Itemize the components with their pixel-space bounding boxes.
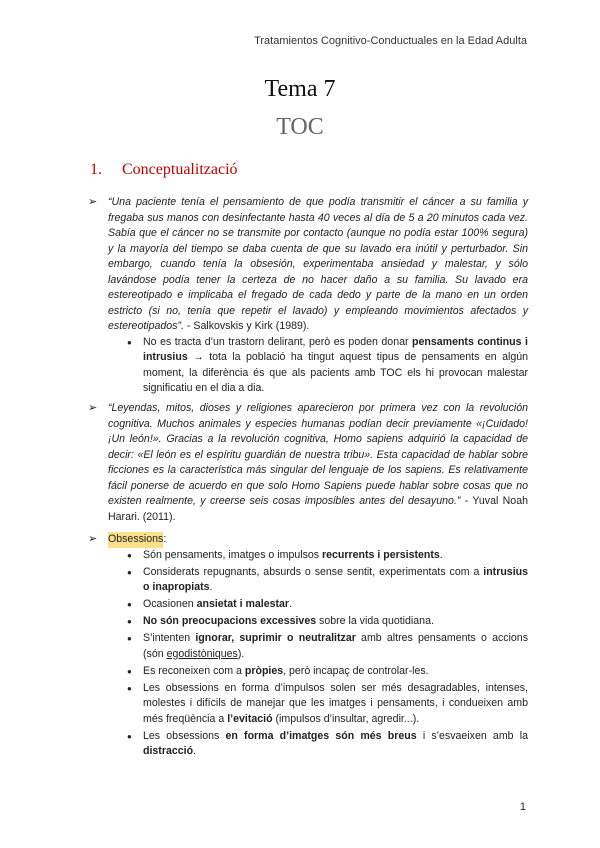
list-item: ● Considerats repugnants, absurds o sense sentit, experimentats com a intrusius o inapropiats. (123, 565, 528, 596)
running-header: Tratamientos Cognitivo-Conductuales en la Edad Adulta (254, 35, 527, 47)
arrow-bullet-icon: ➢ (88, 402, 98, 414)
quote-1-bullets (123, 335, 528, 397)
list-item: ● S’intenten ignorar, suprimir o neutralitzar amb altres pensaments o accions (són egodistòniques). (123, 631, 528, 662)
page-title: Tema 7 (264, 76, 336, 102)
arrow-bullet-icon: ➢ (88, 196, 98, 208)
quote-salkovskis: “Una paciente tenía el pensamiento de que podía transmitir el cáncer a su familia y fregaba sus manos con desinfectante hasta 40 veces al día de 5 a 20 minutos cada vez. Sabía que el cáncer no se transmite por contacto (aunque no podía estar 100% segura) y la mayoría del tiempo se daba cuenta de que su lavado era inútil y perturbador. Sin embargo, cuando tenía la obsesión, experimentaba ansiedad y malestar, y sólo lavándose podía tener la certeza de no hacer daño a su familia. Su lavado era estereotipado e implicaba el fregado de cada dedo y parte de la mano en un orden estricto (si no, tenía que repetir el lavado) y empleando movimientos afectados y estereotipados”. - Salkovskis y Kirk (1989). (108, 196, 528, 332)
quote-block-1 (88, 195, 528, 397)
list-item: ● Les obsessions en forma d’imatges són més breus i s’esvaeixen amb la distracció. (123, 729, 528, 760)
list-item: ● Són pensaments, imatges o impulsos recurrents i persistents. (123, 548, 528, 564)
list-item: ● Es reconeixen com a pròpies, però incapaç de controlar-les. (123, 664, 528, 680)
obsessions-block (88, 532, 528, 761)
list-item: ● No es tracta d’un trastorn delirant, però es poden donar pensaments continus i intrusius → tota la població ha tingut aquest tipus de pensaments en algún moment, la diferència és que als pacients amb TOC els hi provocan malestar significatiu en el dia a dia. (123, 335, 528, 397)
obsessions-heading: Obsessions: (88, 532, 528, 548)
page-number: 1 (519, 801, 526, 813)
list-item: ● Les obsessions en forma d’impulsos solen ser més desagradables, intenses, molestes i difícils de manejar que les imatges i pensaments, i condueixen amb més freqüència a l’evitació (impulsos d’insultar, agredir...). (123, 681, 528, 728)
obsessions-title: Obsessions (108, 532, 163, 548)
page-subtitle: TOC (276, 114, 324, 140)
quote-harari: “Leyendas, mitos, dioses y religiones aparecieron por primera vez con la revolución cognitiva. Muchos animales y especies humanas podían decir previamente «¡Cuidado! ¡Un león!». Gracias a la revolución cognitiva, Homo sapiens adquirió la capacidad de decir: «El león es el espíritu guardián de nuestra tribu». Esta capacidad de hablar sobre ficciones es la característica más singular del lenguaje de los sapiens. Es relativamente fácil ponerse de acuerdo en que solo Homo Sapiens puede hablar sobre cosas que no existen realmente, y creerse seis cosas imposibles antes del desayuno.” - Yuval Noah Harari. (2011). (108, 402, 528, 523)
list-item: ● No són preocupacions excessives sobre la vida quotidiana. (123, 614, 528, 630)
quote-citation: - Yuval Noah Harari. (2011). (108, 495, 528, 523)
section-heading (90, 161, 238, 179)
list-item: ● Ocasionen ansietat i malestar. (123, 597, 528, 613)
section-number: 1. (90, 161, 102, 178)
quote-block-2 (88, 401, 528, 525)
obsessions-list (123, 548, 528, 760)
quote-citation: - Salkovskis y Kirk (1989). (183, 320, 310, 332)
arrow-bullet-icon: ➢ (88, 533, 98, 545)
section-label: Conceptualització (122, 161, 238, 178)
